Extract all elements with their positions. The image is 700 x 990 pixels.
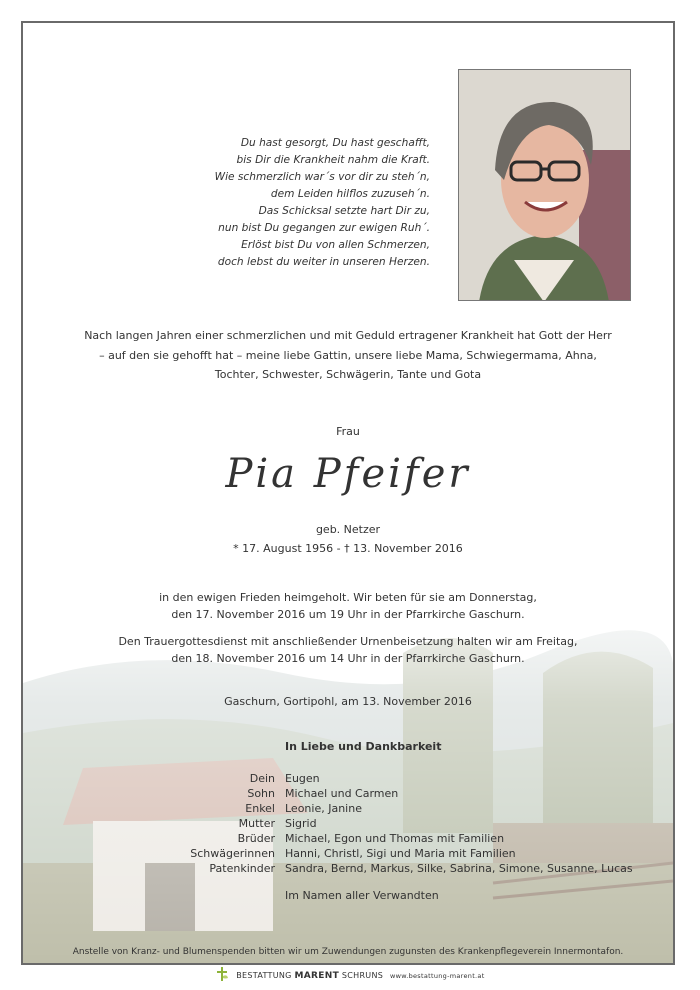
mourner-names: Leonie, Janine: [285, 802, 362, 815]
poem-line: Erlöst bist Du von allen Schmerzen,: [241, 239, 430, 251]
mourner-names: Michael, Egon und Thomas mit Familien: [285, 832, 505, 845]
funeral-line: den 17. November 2016 um 19 Uhr in der Pfarrkirche Gaschurn.: [171, 607, 525, 621]
closing-heading: In Liebe und Dankbarkeit: [285, 740, 442, 753]
mourner-names: Sigrid: [285, 817, 317, 830]
brand-prefix: BESTATTUNG: [236, 971, 292, 980]
mourner-role: Schwägerinnen: [190, 847, 275, 860]
intro-text: [23, 326, 673, 385]
funeral-text: [23, 590, 673, 623]
mourner-names: Eugen: [285, 772, 320, 785]
intro-line: Tochter, Schwester, Schwägerin, Tante und Gota: [214, 368, 482, 381]
poem-line: dem Leiden hilflos zuzuseh´n.: [270, 188, 430, 200]
mourner-names: Hanni, Christl, Sigi und Maria mit Familien: [285, 847, 516, 860]
poem-line: Das Schicksal setzte hart Dir zu,: [258, 205, 430, 217]
intro-line: – auf den sie gehofft hat – meine liebe Gattin, unsere liebe Mama, Schwiegermama, Ahna,: [99, 348, 597, 362]
life-dates: * 17. August 1956 - † 13. November 2016: [233, 542, 463, 555]
portrait-photo: [458, 69, 631, 301]
birth-info: [23, 520, 673, 558]
service-line: Den Trauergottesdienst mit anschließender Urnenbeisetzung halten wir am Freitag,: [118, 635, 578, 648]
service-text: [23, 634, 673, 667]
place-date: Gaschurn, Gortipohl, am 13. November 2016: [224, 695, 472, 708]
brand-url[interactable]: www.bestattung-marent.at: [389, 972, 485, 980]
mourner-role: Brüder: [237, 832, 275, 845]
brand-town: SCHRUNS: [341, 971, 384, 980]
maiden-name: geb. Netzer: [315, 523, 381, 536]
intro-line: Nach langen Jahren einer schmerzlichen und mit Geduld ertragener Krankheit hat Gott der Herr: [84, 329, 612, 342]
mourner-role: Enkel: [245, 802, 275, 815]
poem-line: Du hast gesorgt, Du hast geschafft,: [240, 137, 430, 149]
cross-leaf-logo-icon: [215, 966, 229, 984]
salutation: Frau: [336, 425, 360, 438]
portrait-image: [459, 70, 631, 301]
funeral-home-brand: [0, 966, 700, 984]
background-landscape: [23, 563, 673, 965]
poem-line: doch lebst du weiter in unseren Herzen.: [217, 256, 430, 268]
all-relatives: Im Namen aller Verwandten: [285, 889, 439, 902]
brand-name: MARENT: [294, 971, 340, 981]
donation-note: Anstelle von Kranz- und Blumenspenden bitten wir um Zuwendungen zugunsten des Krankenpflegeverein Innermontafon.: [72, 947, 624, 957]
funeral-line: in den ewigen Frieden heimgeholt. Wir beten für sie am Donnerstag,: [159, 591, 537, 604]
deceased-name: Pia Pfeifer: [225, 451, 471, 497]
service-line: den 18. November 2016 um 14 Uhr in der Pfarrkirche Gaschurn.: [171, 651, 525, 665]
mourner-names: Sandra, Bernd, Markus, Silke, Sabrina, Simone, Susanne, Lucas: [285, 862, 633, 875]
mourner-role: Mutter: [238, 817, 275, 830]
poem-line: Wie schmerzlich war´s vor dir zu steh´n,: [214, 171, 430, 183]
obituary-card: [21, 21, 675, 965]
mourner-role: Patenkinder: [209, 862, 275, 875]
mourner-role: Sohn: [247, 787, 275, 800]
poem-line: bis Dir die Krankheit nahm die Kraft.: [236, 154, 430, 166]
mourner-role: Dein: [249, 772, 275, 785]
poem: [170, 135, 430, 271]
mourner-names: Michael und Carmen: [285, 787, 399, 800]
poem-line: nun bist Du gegangen zur ewigen Ruh´.: [218, 222, 430, 234]
